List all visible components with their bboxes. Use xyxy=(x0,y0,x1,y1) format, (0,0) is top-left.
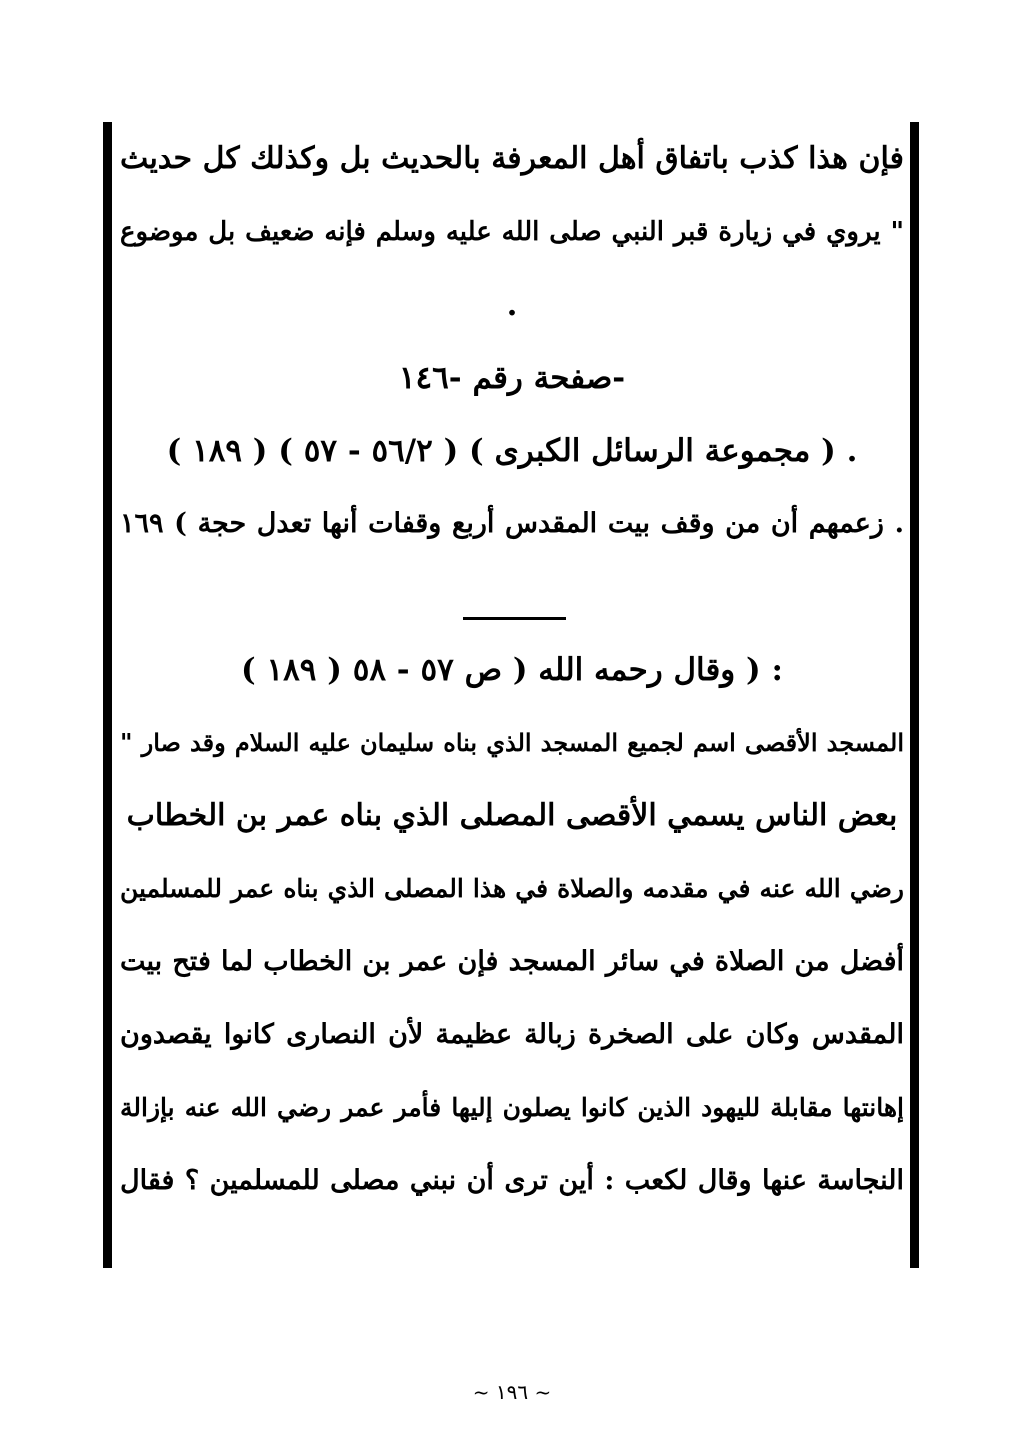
page-reference: -صفحة رقم -١٤٦ xyxy=(398,360,626,396)
text-line: . xyxy=(506,287,518,323)
text-line: رضي الله عنه في مقدمه والصلاة في هذا المصلى الذي بناه عمر للمسلمين xyxy=(120,874,904,903)
quote-heading: : ( وقال رحمه الله ( ص ٥٧ - ٥٨ ( ١٨٩ ) xyxy=(241,652,783,688)
section-divider xyxy=(463,617,566,620)
text-line: المسجد الأقصى اسم لجميع المسجد الذي بناه سليمان عليه السلام وقد صار " xyxy=(120,728,904,757)
right-border-bar xyxy=(910,122,919,1268)
text-line: أفضل من الصلاة في سائر المسجد فإن عمر بن الخطاب لما فتح بيت xyxy=(120,946,904,977)
text-line: النجاسة عنها وقال لكعب : أين ترى أن نبني مصلى للمسلمين ؟ فقال xyxy=(120,1165,904,1196)
left-border-bar xyxy=(103,122,112,1268)
divider-row xyxy=(120,568,904,641)
text-line: المقدس وكان على الصخرة زبالة عظيمة لأن النصارى كانوا يقصدون xyxy=(120,1019,904,1050)
source-citation: . ( مجموعة الرسائل الكبرى ) ( ٥٦/٢ - ٥٧ ) ( ١٨٩ ) xyxy=(166,433,858,469)
page-number: ~ ١٩٦ ~ xyxy=(472,1380,552,1404)
text-line: إهانتها مقابلة لليهود الذين كانوا يصلون إليها فأمر عمر رضي الله عنه بإزالة xyxy=(120,1093,904,1122)
text-line: بعض الناس يسمي الأقصى المصلى الذي بناه عمر بن الخطاب xyxy=(126,798,898,833)
text-line: فإن هذا كذب باتفاق أهل المعرفة بالحديث بل وكذلك كل حديث xyxy=(120,141,904,176)
text-line: " يروي في زيارة قبر النبي صلى الله عليه وسلم فإنه ضعيف بل موضوع xyxy=(120,217,904,247)
text-body xyxy=(120,130,904,1225)
text-line: . زعمهم أن من وقف بيت المقدس أربع وقفات أنها تعدل حجة ) ١٦٩ xyxy=(120,508,904,539)
